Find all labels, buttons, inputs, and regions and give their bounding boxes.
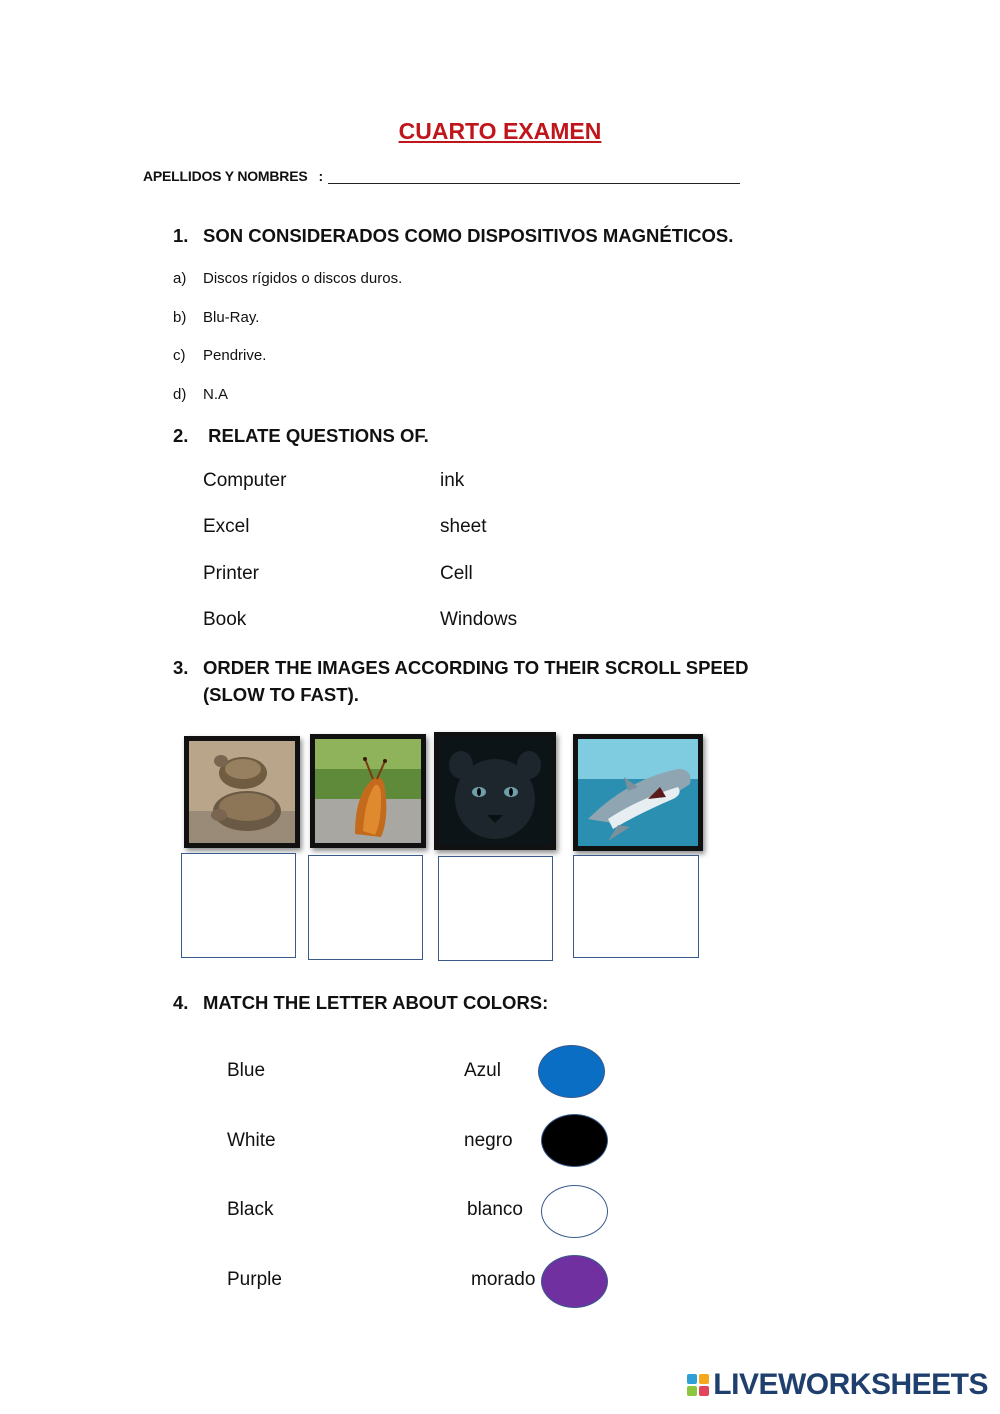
answer-box-2[interactable] xyxy=(308,855,423,960)
option-d[interactable] xyxy=(173,386,573,406)
question-text: MATCH THE LETTER ABOUT COLORS: xyxy=(203,992,549,1013)
question-number: 4. xyxy=(173,992,189,1013)
answer-box-3[interactable] xyxy=(438,856,553,961)
color-spanish-word[interactable]: Azul xyxy=(464,1060,501,1081)
question-3 xyxy=(173,654,873,708)
option-c[interactable] xyxy=(173,347,573,367)
question-2 xyxy=(173,422,873,449)
relate-left-item[interactable]: Computer xyxy=(203,470,287,491)
answer-box-1[interactable] xyxy=(181,853,296,958)
relate-right-item[interactable]: Cell xyxy=(440,563,473,584)
panther-photo xyxy=(434,732,556,850)
option-letter: c) xyxy=(173,347,186,364)
question-text-line-1: ORDER THE IMAGES ACCORDING TO THEIR SCROLL SPEED xyxy=(203,657,749,678)
question-number: 1. xyxy=(173,225,189,246)
relate-right-item[interactable]: Windows xyxy=(440,609,518,630)
option-text: Discos rígidos o discos duros. xyxy=(203,270,403,287)
question-4 xyxy=(173,989,873,1016)
color-swatch-blue[interactable] xyxy=(538,1045,605,1098)
color-swatch-white[interactable] xyxy=(541,1185,608,1238)
relate-left-item[interactable]: Excel xyxy=(203,516,250,537)
shark-photo xyxy=(573,734,703,851)
relate-left-item[interactable]: Book xyxy=(203,609,247,630)
relate-right-item[interactable]: sheet xyxy=(440,516,487,537)
logo-icon xyxy=(687,1374,709,1396)
relate-right-item[interactable]: ink xyxy=(440,470,465,491)
option-letter: d) xyxy=(173,386,187,403)
slug-photo xyxy=(310,734,426,848)
color-swatch-black[interactable] xyxy=(541,1114,608,1167)
question-1 xyxy=(173,222,873,249)
logo-text: LIVEWORKSHEETS xyxy=(713,1368,988,1401)
liveworksheets-logo xyxy=(687,1368,988,1402)
question-text: SON CONSIDERADOS COMO DISPOSITIVOS MAGNÉTICOS. xyxy=(203,225,734,246)
option-b[interactable] xyxy=(173,309,573,329)
color-spanish-word[interactable]: morado xyxy=(471,1269,536,1290)
relate-left-item[interactable]: Printer xyxy=(203,563,259,584)
option-letter: a) xyxy=(173,270,187,287)
color-english-word[interactable]: Purple xyxy=(227,1269,282,1290)
option-text: Pendrive. xyxy=(203,347,267,364)
option-a[interactable] xyxy=(173,270,573,290)
exam-title: CUARTO EXAMEN xyxy=(398,118,602,144)
color-english-word[interactable]: Blue xyxy=(227,1060,266,1081)
question-number: 2. xyxy=(173,425,189,446)
option-text: N.A xyxy=(203,386,229,403)
name-field-label: APELLIDOS Y NOMBRES : xyxy=(143,168,324,184)
answer-box-4[interactable] xyxy=(573,855,699,958)
question-text: RELATE QUESTIONS OF. xyxy=(203,425,429,446)
option-text: Blu-Ray. xyxy=(203,309,260,326)
turtle-photo xyxy=(184,736,300,848)
color-swatch-purple[interactable] xyxy=(541,1255,608,1308)
color-spanish-word[interactable]: blanco xyxy=(467,1199,523,1220)
name-answer-line[interactable] xyxy=(328,183,740,184)
color-english-word[interactable]: Black xyxy=(227,1199,274,1220)
option-letter: b) xyxy=(173,309,187,326)
color-spanish-word[interactable]: negro xyxy=(464,1130,513,1151)
question-text-line-2: (SLOW TO FAST). xyxy=(203,684,359,705)
color-english-word[interactable]: White xyxy=(227,1130,276,1151)
question-number: 3. xyxy=(173,657,189,678)
